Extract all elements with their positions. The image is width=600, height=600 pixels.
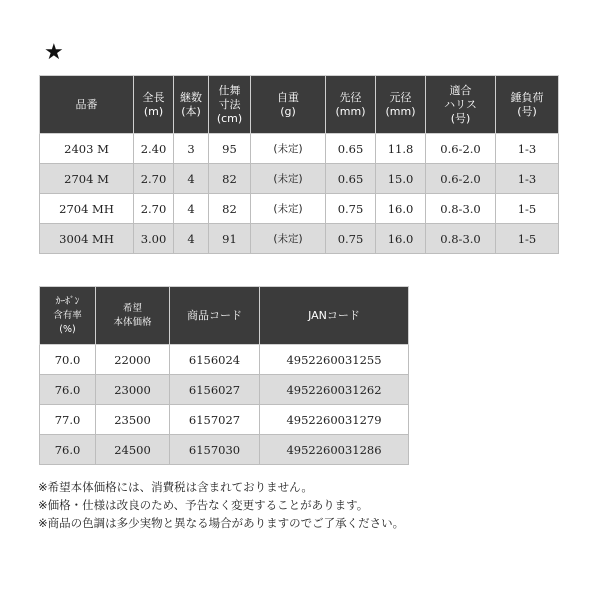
price-table: [39, 286, 409, 465]
cell-jan-code: 4952260031286: [260, 435, 409, 465]
cell-model: 2704 M: [40, 164, 134, 194]
cell-butt-diameter: 11.8: [376, 134, 426, 164]
cell-length: 3.00: [134, 224, 174, 254]
cell-carbon-content: 70.0: [40, 345, 96, 375]
note-tax: ※希望本体価格には、消費税は含まれておりません。: [38, 480, 313, 494]
cell-sections: 4: [174, 224, 209, 254]
header-product-code: 商品コード: [170, 287, 260, 345]
cell-list-price: 23500: [96, 405, 170, 435]
cell-model: 2704 MH: [40, 194, 134, 224]
cell-sinker-rating: 1-3: [496, 134, 559, 164]
table-row: [40, 405, 409, 435]
cell-closed-length: 91: [209, 224, 251, 254]
header-tip-diameter: 先径 (mm): [326, 76, 376, 134]
notes: [38, 478, 404, 532]
header-length: 全長 (m): [134, 76, 174, 134]
cell-carbon-content: 76.0: [40, 375, 96, 405]
cell-weight: (未定): [251, 134, 326, 164]
table-row: [40, 435, 409, 465]
note-spec-change: ※価格・仕様は改良のため、予告なく変更することがあります。: [38, 498, 369, 512]
cell-line-rating: 0.8-3.0: [426, 194, 496, 224]
cell-list-price: 23000: [96, 375, 170, 405]
table-row: [40, 164, 559, 194]
header-sections: 継数 (本): [174, 76, 209, 134]
table-row: [40, 194, 559, 224]
table-row: [40, 375, 409, 405]
table-row: [40, 345, 409, 375]
cell-jan-code: 4952260031279: [260, 405, 409, 435]
spec-table: [39, 75, 559, 254]
header-list-price: 希望 本体価格: [96, 287, 170, 345]
cell-length: 2.40: [134, 134, 174, 164]
cell-sinker-rating: 1-3: [496, 164, 559, 194]
cell-line-rating: 0.8-3.0: [426, 224, 496, 254]
cell-model: 3004 MH: [40, 224, 134, 254]
cell-tip-diameter: 0.65: [326, 164, 376, 194]
cell-sections: 4: [174, 194, 209, 224]
header-butt-diameter: 元径 (mm): [376, 76, 426, 134]
table-row: [40, 224, 559, 254]
cell-sections: 4: [174, 164, 209, 194]
cell-list-price: 22000: [96, 345, 170, 375]
header-weight: 自重 (g): [251, 76, 326, 134]
header-closed-length: 仕舞 寸法 (cm): [209, 76, 251, 134]
header-jan-code: JANコード: [260, 287, 409, 345]
cell-tip-diameter: 0.75: [326, 224, 376, 254]
cell-butt-diameter: 16.0: [376, 194, 426, 224]
cell-jan-code: 4952260031255: [260, 345, 409, 375]
cell-closed-length: 82: [209, 194, 251, 224]
cell-length: 2.70: [134, 164, 174, 194]
cell-sections: 3: [174, 134, 209, 164]
cell-butt-diameter: 16.0: [376, 224, 426, 254]
header-sinker-rating: 錘負荷 (号): [496, 76, 559, 134]
cell-line-rating: 0.6-2.0: [426, 164, 496, 194]
price-header-row: [40, 287, 409, 345]
cell-product-code: 6156027: [170, 375, 260, 405]
header-carbon-content: ｶｰﾎﾞﾝ 含有率 (%): [40, 287, 96, 345]
cell-list-price: 24500: [96, 435, 170, 465]
cell-jan-code: 4952260031262: [260, 375, 409, 405]
cell-tip-diameter: 0.65: [326, 134, 376, 164]
cell-length: 2.70: [134, 194, 174, 224]
cell-carbon-content: 76.0: [40, 435, 96, 465]
cell-model: 2403 M: [40, 134, 134, 164]
cell-product-code: 6156024: [170, 345, 260, 375]
header-line-rating: 適合 ハリス (号): [426, 76, 496, 134]
cell-carbon-content: 77.0: [40, 405, 96, 435]
star-mark: ★: [44, 40, 64, 65]
cell-product-code: 6157027: [170, 405, 260, 435]
cell-weight: (未定): [251, 164, 326, 194]
cell-closed-length: 82: [209, 164, 251, 194]
cell-sinker-rating: 1-5: [496, 224, 559, 254]
cell-weight: (未定): [251, 194, 326, 224]
note-color: ※商品の色調は多少実物と異なる場合がありますのでご了承ください。: [38, 516, 405, 530]
cell-sinker-rating: 1-5: [496, 194, 559, 224]
cell-weight: (未定): [251, 224, 326, 254]
cell-product-code: 6157030: [170, 435, 260, 465]
cell-butt-diameter: 15.0: [376, 164, 426, 194]
cell-line-rating: 0.6-2.0: [426, 134, 496, 164]
cell-closed-length: 95: [209, 134, 251, 164]
header-model: 品番: [40, 76, 134, 134]
cell-tip-diameter: 0.75: [326, 194, 376, 224]
spec-header-row: [40, 76, 559, 134]
table-row: [40, 134, 559, 164]
